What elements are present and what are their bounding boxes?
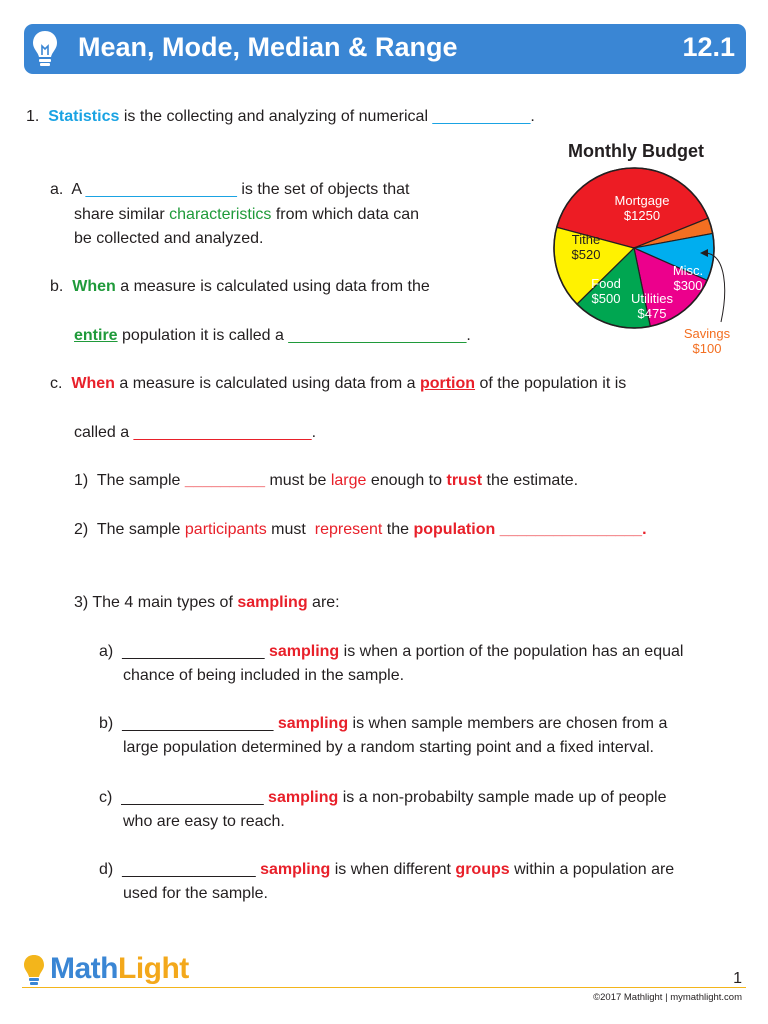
sub2-text-2: must <box>271 521 306 538</box>
type-label: b) <box>99 715 114 732</box>
pie-label-tithe-name: Tithe <box>571 232 601 247</box>
type-d-line-2: used for the sample. <box>123 885 268 902</box>
sub2-text-3: the <box>386 521 410 538</box>
type-text: is a non-probabilty sample made up of people <box>342 789 667 806</box>
copyright: ©2017 Mathlight | mymathlight.com <box>593 992 742 1003</box>
qb-blank[interactable]: ____________________ <box>288 327 467 344</box>
sub-1 <box>74 471 578 491</box>
pie-label-savings-name: Savings <box>683 326 731 341</box>
q1-end: . <box>530 108 535 125</box>
sub3-label: 3) The 4 main types of <box>74 594 233 611</box>
pie-label-utilities-name: Utilities <box>631 291 673 306</box>
pie-label-misc-name: Misc. <box>672 263 704 278</box>
pie-label-utilities-value: $475 <box>637 306 667 321</box>
sub3-sampling: sampling <box>237 594 308 611</box>
type-c-line-2: who are easy to reach. <box>123 813 285 830</box>
type-label: a) <box>99 643 114 660</box>
sub2-represent: represent <box>314 521 383 538</box>
qc-line-2 <box>74 423 316 443</box>
type-text: is when a portion of the population has an equal <box>343 643 684 660</box>
pie-label-mortgage-value: $1250 <box>623 208 661 223</box>
qb-line-1 <box>50 277 430 297</box>
sub1-trust: trust <box>446 472 483 489</box>
lightbulb-logo-icon <box>22 953 46 987</box>
sub1-text-4: the estimate. <box>486 472 579 489</box>
type-label: d) <box>99 861 114 878</box>
q1-text: is the collecting and analyzing of numerical <box>123 108 428 125</box>
type-blank[interactable]: ________________ <box>121 789 264 806</box>
page-number: 1 <box>733 970 742 987</box>
sub2-population: population <box>413 521 496 538</box>
qa-pre: A <box>71 181 82 198</box>
sub1-label: 1) <box>74 472 89 489</box>
q1-blank[interactable]: ___________ <box>432 108 531 125</box>
question-1 <box>26 107 535 127</box>
qa-text-2a: share similar <box>74 206 165 223</box>
qa-blank[interactable]: _________________ <box>85 181 237 198</box>
sub1-text-3: enough to <box>370 472 443 489</box>
type-sampling: sampling <box>268 643 340 660</box>
qb-line-2 <box>74 326 471 346</box>
qb-end: . <box>466 327 471 344</box>
logo-math: Math <box>50 952 118 985</box>
qc-when: When <box>71 375 115 392</box>
qa-text-2b: from which data can <box>275 206 420 223</box>
qa-line-2 <box>74 205 419 225</box>
mathlight-logo <box>50 952 189 986</box>
type-c-line-1 <box>99 788 667 808</box>
sub2-blank[interactable]: ________________. <box>499 521 647 538</box>
chart-title: Monthly Budget <box>568 141 704 161</box>
type-a-line-1 <box>99 642 683 662</box>
qc-end: . <box>311 424 317 441</box>
type-a-line-2: chance of being included in the sample. <box>123 667 405 684</box>
type-text-b: within a population are <box>514 861 675 878</box>
logo-light: Light <box>118 952 189 985</box>
footer-divider <box>22 987 746 988</box>
type-sampling: sampling <box>260 861 331 878</box>
qa-text-1: is the set of objects that <box>241 181 410 198</box>
lesson-number: 12.1 <box>682 32 735 62</box>
sub-2 <box>74 520 647 540</box>
qa-characteristics: characteristics <box>169 206 272 223</box>
qb-text-1: a measure is calculated using data from the <box>120 278 430 295</box>
sub-3 <box>74 593 340 613</box>
qc-text-1: a measure is calculated using data from a <box>119 375 416 392</box>
sub2-participants: participants <box>184 521 267 538</box>
qa-label: a. <box>50 181 64 198</box>
q1-term: Statistics <box>48 108 120 125</box>
pie-label-mortgage-name: Mortgage <box>614 193 670 208</box>
pie-label-food-value: $500 <box>591 291 621 306</box>
qa-line-3: be collected and analyzed. <box>74 230 264 247</box>
page-title: Mean, Mode, Median & Range <box>78 32 458 62</box>
sub2-label: 2) <box>74 521 89 538</box>
type-blank[interactable]: ________________ <box>122 643 265 660</box>
qc-blank[interactable]: ____________________ <box>133 424 312 441</box>
budget-pie-chart <box>540 160 755 360</box>
q1-number: 1. <box>26 108 40 125</box>
type-d-line-1 <box>99 860 674 880</box>
qb-entire: entire <box>74 327 118 344</box>
type-text: is when different <box>334 861 451 878</box>
type-b-line-2: large population determined by a random starting point and a fixed interval. <box>123 739 654 756</box>
pie-label-food-name: Food <box>591 276 621 291</box>
qb-label: b. <box>50 278 64 295</box>
qc-text-2: called a <box>74 424 130 441</box>
sub3-end: are: <box>312 594 340 611</box>
type-sampling: sampling <box>268 789 339 806</box>
pie-label-savings-value: $100 <box>692 341 722 356</box>
sub1-large: large <box>330 472 367 489</box>
qc-line-1 <box>50 374 626 394</box>
type-blank[interactable]: _________________ <box>122 715 274 732</box>
qa-line-1 <box>50 180 409 200</box>
sub2-text-1: The sample <box>96 521 181 538</box>
type-blank[interactable]: _______________ <box>122 861 256 878</box>
type-text: is when sample members are chosen from a <box>352 715 668 732</box>
pie-label-tithe-value: $520 <box>571 247 601 262</box>
qc-portion: portion <box>419 375 476 392</box>
type-groups: groups <box>455 861 510 878</box>
type-label: c) <box>99 789 113 806</box>
qc-label: c. <box>50 375 63 392</box>
type-b-line-1 <box>99 714 667 734</box>
sub1-blank[interactable]: _________ <box>184 472 265 489</box>
sub1-text-2: must be <box>269 472 327 489</box>
sub1-text-1: The sample <box>96 472 181 489</box>
qc-text-1b: of the population it is <box>479 375 627 392</box>
lightbulb-icon <box>30 28 60 70</box>
pie-label-misc-value: $300 <box>673 278 703 293</box>
qb-when: When <box>72 278 116 295</box>
qb-text-2: population it is called a <box>122 327 284 344</box>
type-sampling: sampling <box>277 715 349 732</box>
